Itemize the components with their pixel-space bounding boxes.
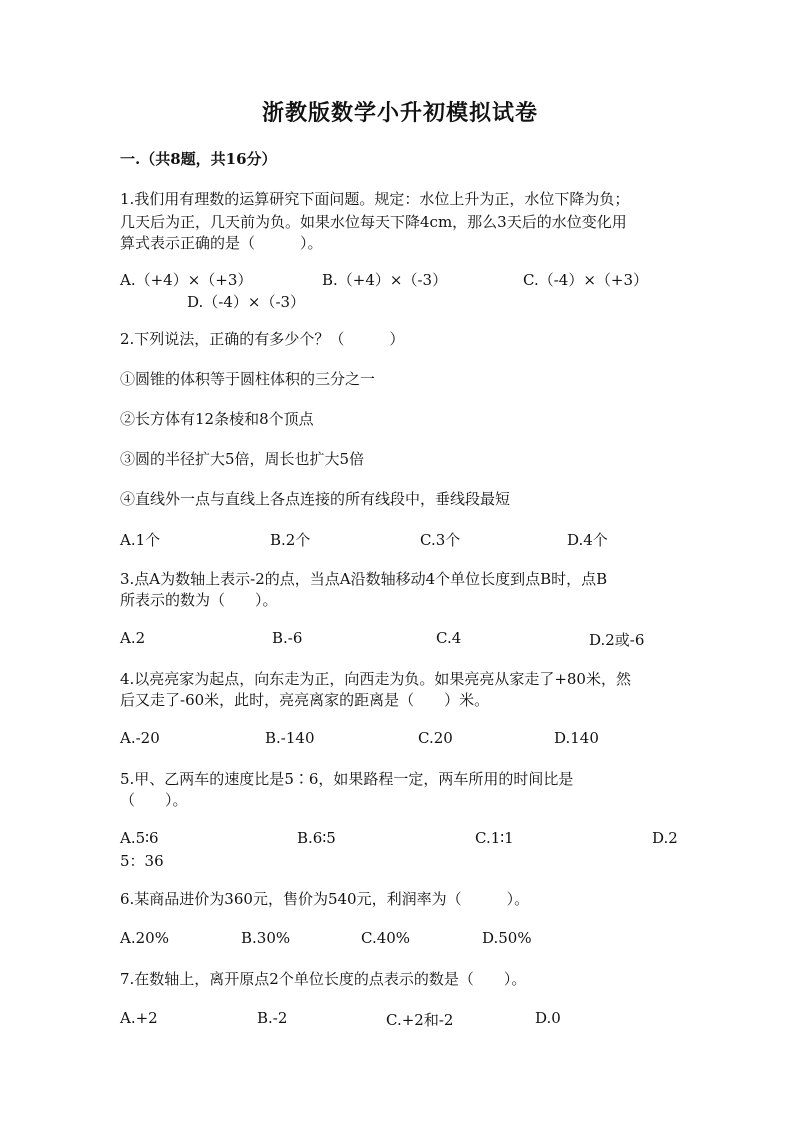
question-5-option-a[interactable]: A.5∶6 — [120, 829, 159, 847]
question-7-option-c[interactable]: C.+2和-2 — [386, 1011, 454, 1029]
question-1-option-b[interactable]: B.（+4）×（-3） — [322, 271, 448, 289]
question-5-option-b[interactable]: B.6∶5 — [297, 829, 336, 847]
question-1-option-c[interactable]: C.（-4）×（+3） — [523, 271, 649, 289]
question-6-option-c[interactable]: C.40% — [361, 929, 411, 947]
question-1-line-3: 算式表示正确的是（ ）。 — [120, 234, 323, 252]
question-5-line-1: 5.甲、乙两车的速度比是5∶6，如果路程一定，两车所用的时间比是 — [120, 770, 574, 788]
question-6-line-1: 6.某商品进价为360元，售价为540元，利润率为（ ）。 — [120, 890, 530, 908]
question-3-option-d[interactable]: D.2或-6 — [589, 631, 645, 649]
question-4-option-d[interactable]: D.140 — [554, 729, 599, 747]
question-3-line-2: 所表示的数为（ ）。 — [120, 591, 278, 609]
question-2-statement-4: ④直线外一点与直线上各点连接的所有线段中，垂线段最短 — [120, 490, 511, 508]
question-3-option-a[interactable]: A.2 — [120, 629, 146, 647]
section-heading: 一.（共8题，共16分） — [120, 150, 277, 168]
question-2-line-1: 2.下列说法，正确的有多少个？（ ） — [120, 330, 405, 348]
question-5-line-2: （ ）。 — [120, 791, 188, 809]
question-1-option-a[interactable]: A.（+4）×（+3） — [120, 271, 253, 289]
question-2-statement-2: ②长方体有12条棱和8个顶点 — [120, 410, 314, 428]
question-5-option-c[interactable]: C.1∶1 — [475, 829, 514, 847]
question-4-option-b[interactable]: B.-140 — [265, 729, 315, 747]
question-4-line-1: 4.以亮亮家为起点，向东走为正，向西走为负。如果亮亮从家走了+80米，然 — [120, 670, 631, 688]
question-3-option-c[interactable]: C.4 — [436, 629, 462, 647]
question-1-line-1: 1.我们用有理数的运算研究下面问题。规定：水位上升为正，水位下降为负； — [120, 190, 630, 208]
question-4-option-c[interactable]: C.20 — [418, 729, 453, 747]
question-7-line-1: 7.在数轴上，离开原点2个单位长度的点表示的数是（ ）。 — [120, 970, 527, 988]
question-2-option-c[interactable]: C.3个 — [420, 531, 461, 549]
question-6-option-b[interactable]: B.30% — [241, 929, 291, 947]
question-5-option-d-continued: 5：36 — [120, 852, 164, 870]
question-7-option-b[interactable]: B.-2 — [257, 1009, 288, 1027]
question-6-option-d[interactable]: D.50% — [482, 929, 532, 947]
question-4-line-2: 后又走了-60米，此时，亮亮离家的距离是（ ）米。 — [120, 691, 490, 709]
question-6-option-a[interactable]: A.20% — [120, 929, 169, 947]
question-5-option-d[interactable]: D.2 — [652, 829, 678, 847]
question-2-statement-1: ①圆锥的体积等于圆柱体积的三分之一 — [120, 370, 376, 388]
question-2-option-a[interactable]: A.1个 — [120, 531, 161, 549]
question-7-option-d[interactable]: D.0 — [535, 1009, 561, 1027]
question-2-statement-3: ③圆的半径扩大5倍，周长也扩大5倍 — [120, 450, 365, 468]
question-7-option-a[interactable]: A.+2 — [120, 1009, 158, 1027]
question-3-option-b[interactable]: B.-6 — [272, 629, 303, 647]
question-2-option-d[interactable]: D.4个 — [567, 531, 608, 549]
question-2-option-b[interactable]: B.2个 — [270, 531, 311, 549]
question-1-line-2: 几天后为正，几天前为负。如果水位每天下降4cm，那么3天后的水位变化用 — [120, 213, 627, 231]
question-4-option-a[interactable]: A.-20 — [120, 729, 160, 747]
question-1-option-d[interactable]: D.（-4）×（-3） — [187, 293, 306, 311]
question-3-line-1: 3.点A为数轴上表示-2的点，当点A沿数轴移动4个单位长度到点B时，点B — [120, 570, 608, 588]
page-title: 浙教版数学小升初模拟试卷 — [261, 100, 538, 126]
